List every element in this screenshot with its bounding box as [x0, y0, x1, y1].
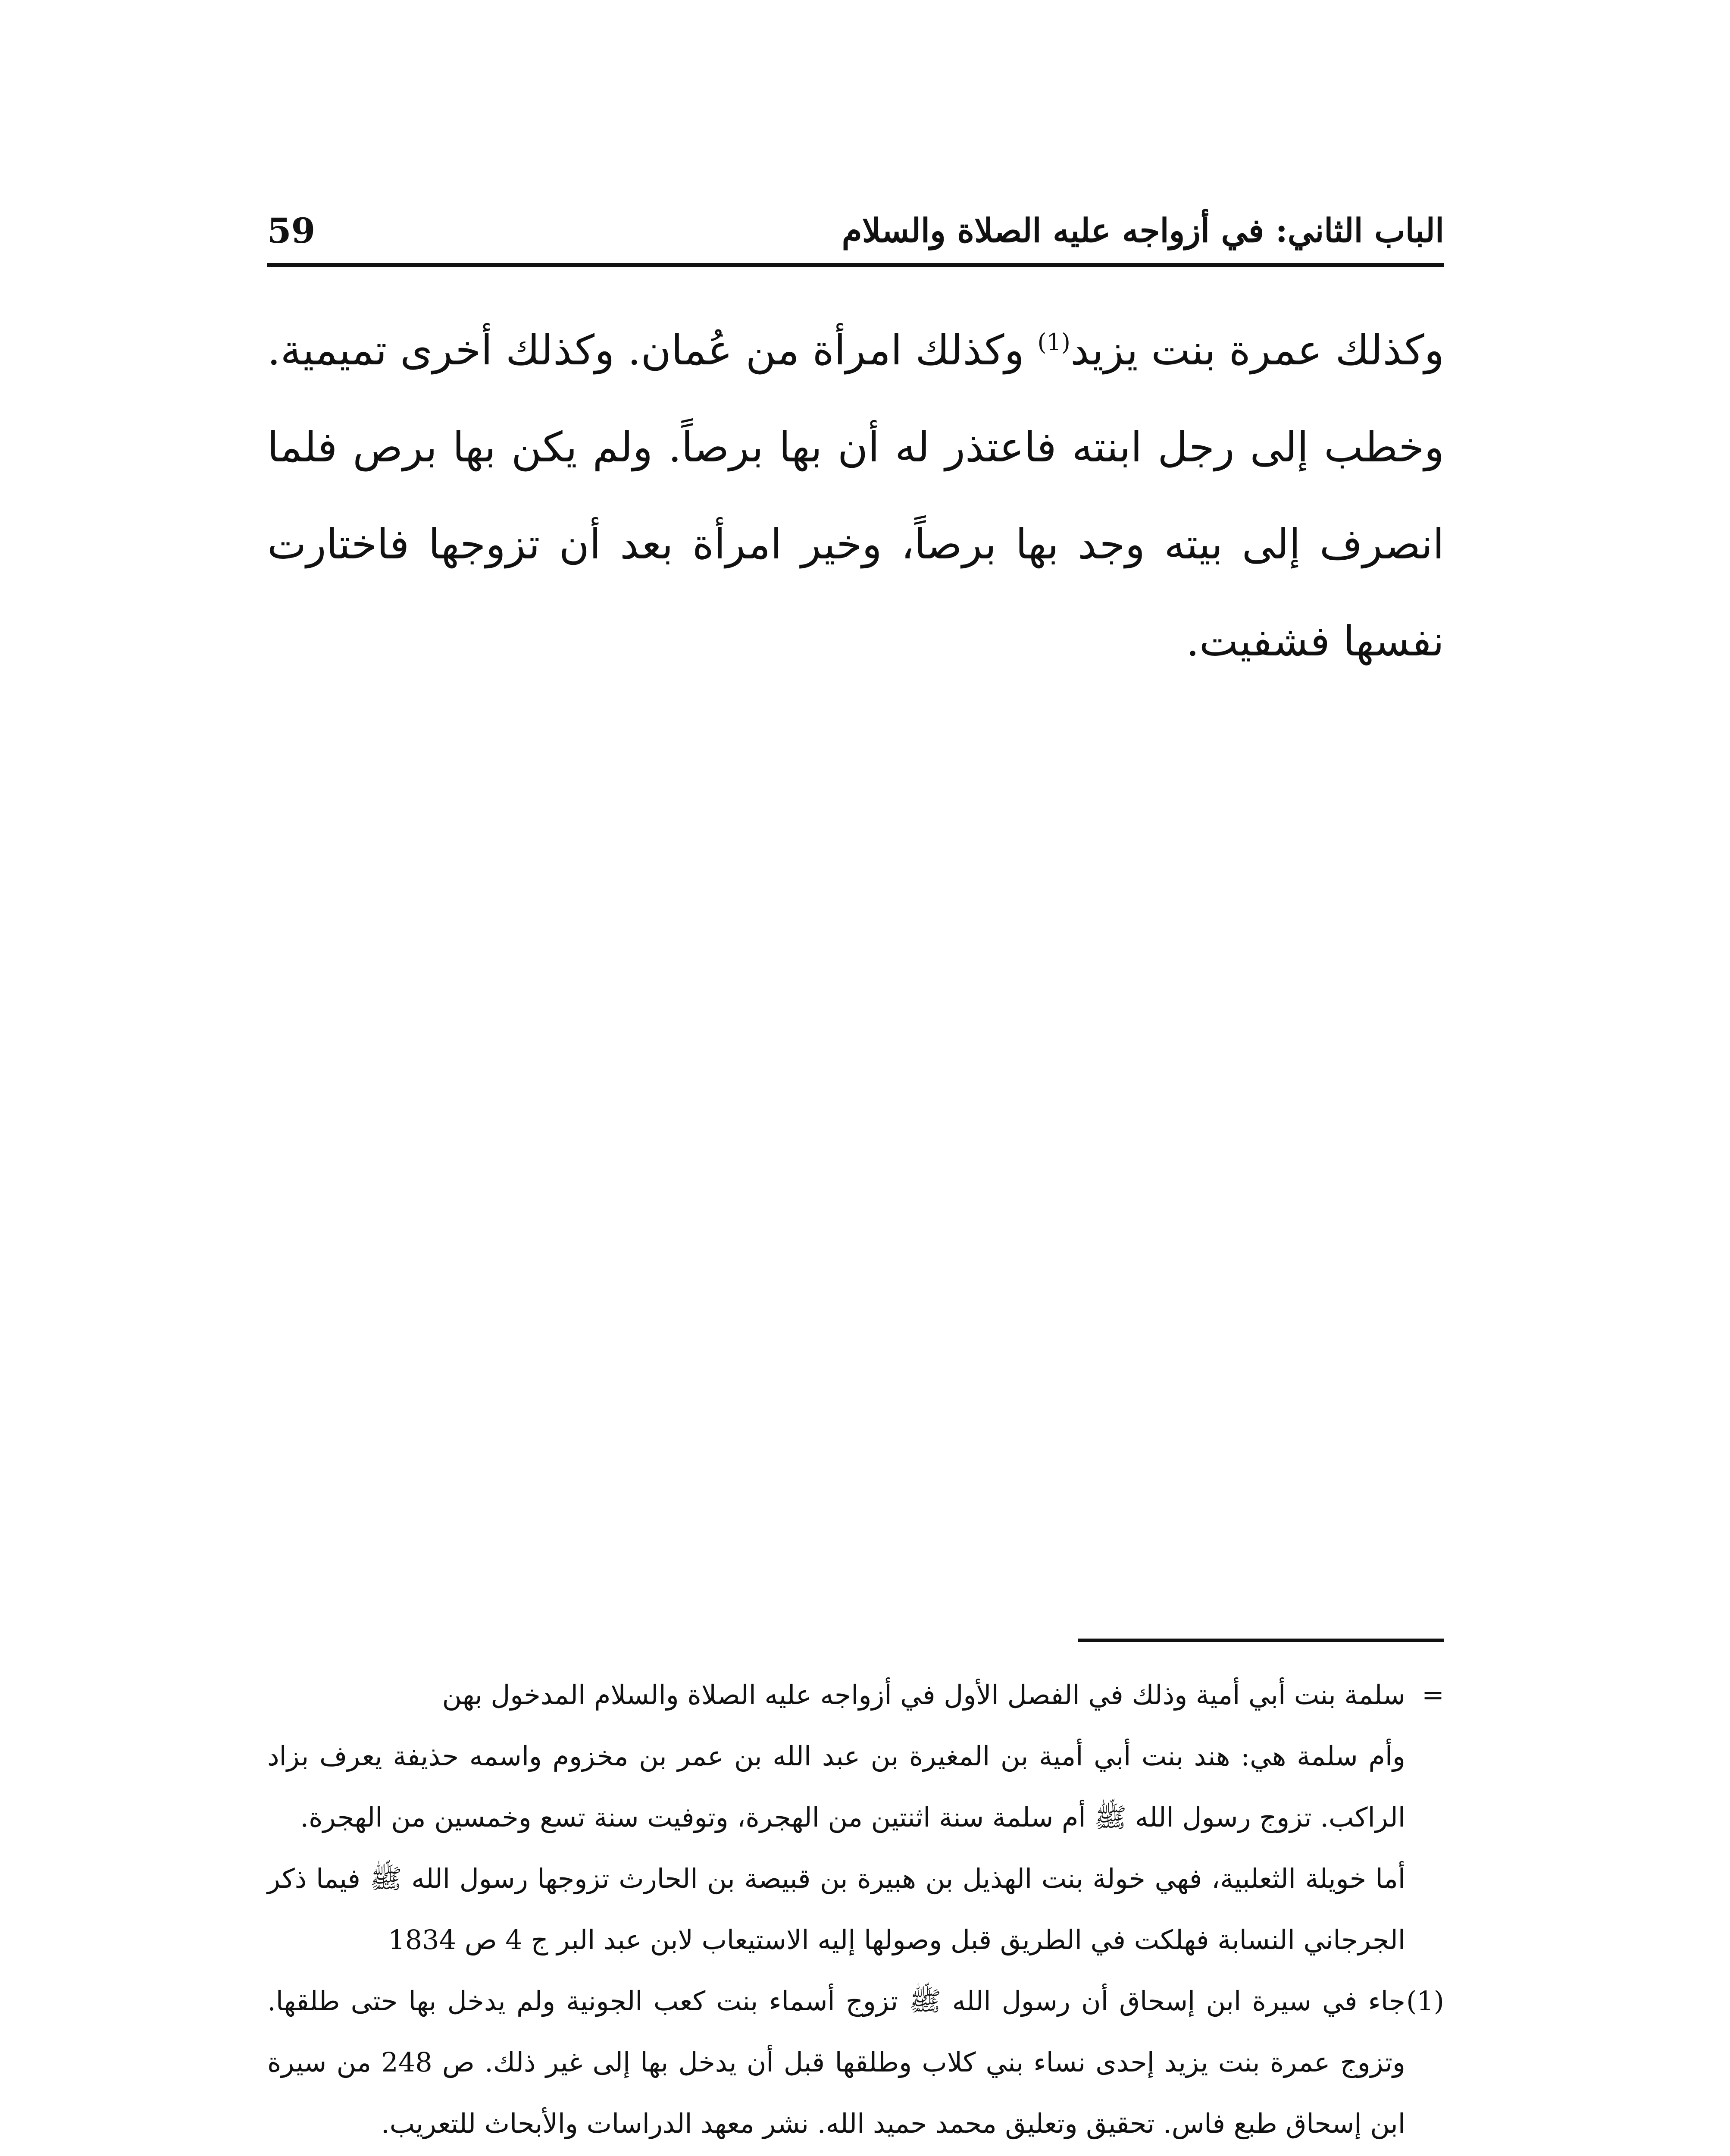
footnote-continuation [267, 1664, 1444, 1726]
footnote-continuation-second: وأم سلمة هي: هند بنت أبي أمية بن المغيرة بن عبد الله بن عمر بن مخزوم واسمه حذيفة يعرف بزاد الراكب. تزوج رسول الله ﷺ أم سلمة سنة اثنتين من الهجرة، وتوفيت سنة تسع وخمسين من الهجرة. [267, 1740, 1405, 1833]
continuation-marker: = [1422, 1679, 1444, 1711]
footnotes [267, 1664, 1444, 2154]
footnote-1 [267, 1971, 1444, 2154]
footnote-reference: (1) [1037, 329, 1070, 356]
footnote-1-text: جاء في سيرة ابن إسحاق أن رسول الله ﷺ تزوج أسماء بنت كعب الجونية ولم يدخل بها حتى طلقها. وتزوج عمرة بنت يزيد إحدى نساء بني كلاب وطلقها قبل أن يدخل بها إلى غير ذلك. ص 248 من سيرة ابن إسحاق طبع فاس. تحقيق وتعليق محمد حميد الله. نشر معهد الدراسات والأبحاث للتعريب. [267, 1985, 1405, 2139]
continuation-text-first: سلمة بنت أبي أمية وذلك في الفصل الأول في أزواجه عليه الصلاة والسلام المدخول بهن [442, 1679, 1405, 1711]
body-text-start: وكذلك عمرة بنت يزيد [1070, 326, 1445, 374]
header-rule [267, 263, 1444, 267]
body-text-rest: وكذلك امرأة من عُمان. وكذلك أخرى تميمية. وخطب إلى رجل ابنته فاعتذر له أن بها برصاً. ولم يكن بها برص فلما انصرف إلى بيته وجد بها برصاً، وخير امرأة بعد أن تزوجها فاختارت نفسها فشفيت. [267, 326, 1445, 665]
body-paragraph [267, 302, 1444, 690]
main-text [267, 302, 1444, 690]
footnote-1-marker: (1) [1406, 1985, 1444, 2017]
page-number: 59 [267, 210, 316, 251]
running-title: الباب الثاني: في أزواجه عليه الصلاة والسلام [842, 211, 1444, 250]
page-header [267, 203, 1444, 267]
footnote-rule [1078, 1639, 1444, 1642]
footnote-continuation-third: أما خويلة الثعلبية، فهي خولة بنت الهذيل بن هبيرة بن قبيصة بن الحارث تزوجها رسول الله ﷺ فيما ذكر الجرجاني النسابة فهلكت في الطريق قبل وصولها إليه الاستيعاب لابن عبد البر ج 4 ص 1834 [267, 1863, 1405, 1955]
